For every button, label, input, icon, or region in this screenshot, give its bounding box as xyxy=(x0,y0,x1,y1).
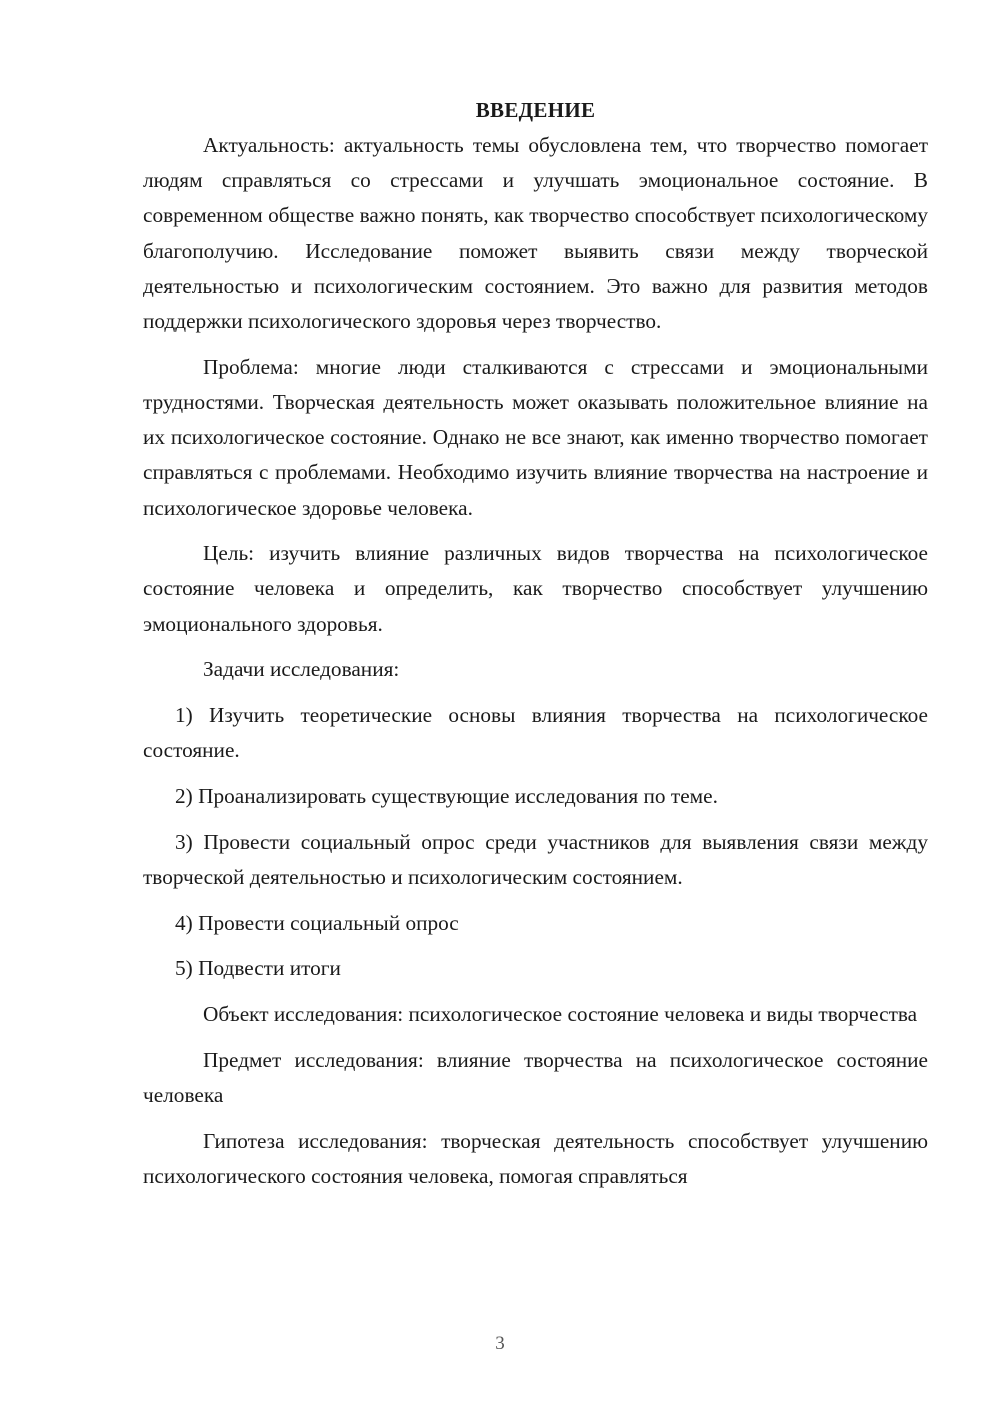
task-item: 1) Изучить теоретические основы влияния творчества на психологическое состояние. xyxy=(143,703,928,763)
hypothesis-paragraph: Гипотеза исследования: творческая деятельность способствует улучшению психологического состояния человека, помогая справляться xyxy=(143,1128,928,1188)
subject-paragraph: Предмет исследования: влияние творчества на психологическое состояние человека xyxy=(143,1047,928,1107)
page-title: ВВЕДЕНИЕ xyxy=(475,98,596,122)
object-paragraph: Объект исследования: психологическое состояние человека и виды творчества xyxy=(203,1001,918,1026)
task-item: 4) Провести социальный опрос xyxy=(175,910,459,935)
goal-paragraph: Цель: изучить влияние различных видов творчества на психологическое состояние человека и определить, как творчество способствует улучшению эмоционального здоровья. xyxy=(143,541,928,636)
tasks-heading: Задачи исследования: xyxy=(203,657,400,682)
page-content xyxy=(143,93,928,1204)
page-number: 3 xyxy=(495,1333,505,1354)
task-item: 5) Подвести итоги xyxy=(175,956,341,981)
task-item: 2) Проанализировать существующие исследования по теме. xyxy=(175,783,718,808)
task-item: 3) Провести социальный опрос среди участников для выявления связи между творческой деятельностью и психологическим состоянием. xyxy=(143,829,928,889)
problem-paragraph: Проблема: многие люди сталкиваются с стрессами и эмоциональными трудностями. Творческая деятельность может оказывать положительное влияние на их психологическое состояние. Однако не все знают, как именно творчество помогает справляться с проблемами. Необходимо изучить влияние творчества на настроение и психологическое здоровье человека. xyxy=(143,354,928,520)
relevance-paragraph: Актуальность: актуальность темы обусловлена тем, что творчество помогает людям справляться со стрессами и улучшать эмоциональное состояние. В современном обществе важно понять, как творчество способствует психологическому благополучию. Исследование поможет выявить связи между творческой деятельностью и психологическим состоянием. Это важно для развития методов поддержки психологического здоровья через творчество. xyxy=(143,133,928,334)
